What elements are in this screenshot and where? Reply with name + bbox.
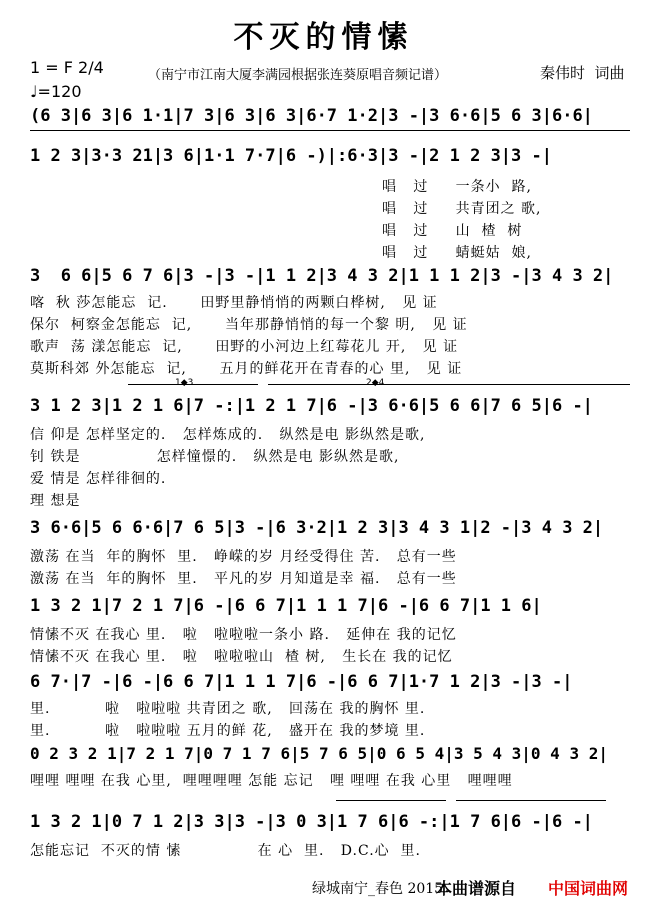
lyric-line: 莫斯科郊 外怎能忘 记, 五月的鲜花开在青春的心 里, 见 证 [30, 361, 463, 377]
volta-bracket-2 [268, 384, 630, 385]
lyric-line: 里. 啦 啦啦啦 五月的鲜 花, 盛开在 我的梦境 里. [30, 723, 426, 739]
score-row-1: (6 3|6 3|6 1·1|7 3|6 3|6 3|6·7 1·2|3 -|3 6·6|5 6 3|6·6| [30, 106, 593, 126]
volta-bracket-3 [336, 800, 446, 801]
lyric-line: 喀 秋 莎怎能忘 记. 田野里静悄悄的两颗白桦树, 见 证 [30, 295, 438, 311]
lyric-line: 唱 过 共青团之 歌, [382, 201, 542, 217]
lyric-line: 情愫不灭 在我心 里. 啦 啦啦啦山 楂 树, 生长在 我的记忆 [30, 649, 453, 665]
key-signature: 1 = F 2/4 [30, 58, 104, 77]
lyric-line: 信 仰是 怎样坚定的. 怎样炼成的. 纵然是电 影纵然是歌, [30, 427, 426, 443]
score-row-2: 1 2 3|3·3 21|3 6|1·1 7·7|6 -)|:6·3|3 -|2 1 2 3|3 -| [30, 146, 552, 166]
lyric-line: 激荡 在当 年的胸怀 里. 峥嵘的岁 月经受得住 苦. 总有一些 [30, 549, 457, 565]
lyric-line: 哩哩 哩哩 在我 心里, 哩哩哩哩 怎能 忘记 哩 哩哩 在我 心里 哩哩哩 [30, 773, 513, 789]
staff-underline [30, 130, 630, 131]
score-row-7: 6 7·|7 -|6 -|6 6 7|1 1 1 7|6 -|6 6 7|1·7 1 2|3 -|3 -| [30, 672, 573, 692]
volta-label-2: 2◆4 [366, 378, 385, 388]
tempo-marking: ♩=120 [30, 82, 82, 101]
footer-site-link[interactable]: 中国词曲网 [548, 879, 629, 898]
lyric-line: 钊 铁是 怎样憧憬的. 纵然是电 影纵然是歌, [30, 449, 400, 465]
score-row-8: 0 2 3 2 1|7 2 1 7|0 7 1 7 6|5 7 6 5|0 6 5 4|3 5 4 3|0 4 3 2| [30, 744, 608, 763]
score-row-5: 3 6·6|5 6 6·6|7 6 5|3 -|6 3·2|1 2 3|3 4 3 1|2 -|3 4 3 2| [30, 518, 604, 538]
footer-credit: 绿城南宁_春色 2015 [312, 881, 444, 897]
volta-label-1: 1◆3 [175, 378, 194, 388]
score-row-6: 1 3 2 1|7 2 1 7|6 -|6 6 7|1 1 1 7|6 -|6 6 7|1 1 6| [30, 596, 542, 616]
transcription-note: （南宁市江南大厦李满园根据张连葵原唱音频记谱） [148, 68, 448, 83]
lyric-line: 里. 啦 啦啦啦 共青团之 歌, 回荡在 我的胸怀 里. [30, 701, 426, 717]
song-title: 不灭的情愫 [233, 20, 414, 55]
lyric-line: 唱 过 蜻蜓姑 娘, [382, 245, 532, 261]
composer-credit: 秦伟时 词曲 [540, 64, 625, 82]
lyric-line: 保尔 柯察金怎能忘 记, 当年那静悄悄的每一个黎 明, 见 证 [30, 317, 468, 333]
lyric-line: 情愫不灭 在我心 里. 啦 啦啦啦一条小 路. 延伸在 我的记忆 [30, 627, 457, 643]
volta-bracket-4 [456, 800, 606, 801]
lyric-line: 理 想是 [30, 493, 81, 509]
lyric-line: 唱 过 一条小 路, [382, 179, 532, 195]
lyric-line: 怎能忘记 不灭的情 愫 在 心 里. D.C.心 里. [30, 843, 421, 859]
lyric-line: 爱 情是 怎样徘徊的. [30, 471, 167, 487]
lyric-line: 歌声 荡 漾怎能忘 记, 田野的小河边上红莓花儿 开, 见 证 [30, 339, 459, 355]
lyric-line: 激荡 在当 年的胸怀 里. 平凡的岁 月知道是幸 福. 总有一些 [30, 571, 457, 587]
score-row-4: 3 1 2 3|1 2 1 6|7 -:|1 2 1 7|6 -|3 6·6|5 6 6|7 6 5|6 -| [30, 396, 593, 416]
lyric-line: 唱 过 山 楂 树 [382, 223, 523, 239]
score-row-9: 1 3 2 1|0 7 1 2|3 3|3 -|3 0 3|1 7 6|6 -:|1 7 6|6 -|6 -| [30, 812, 593, 832]
score-row-3: 3 6 6|5 6 7 6|3 -|3 -|1 1 2|3 4 3 2|1 1 1 2|3 -|3 4 3 2| [30, 266, 614, 286]
footer-source-label: 本曲谱源自 [436, 879, 517, 898]
